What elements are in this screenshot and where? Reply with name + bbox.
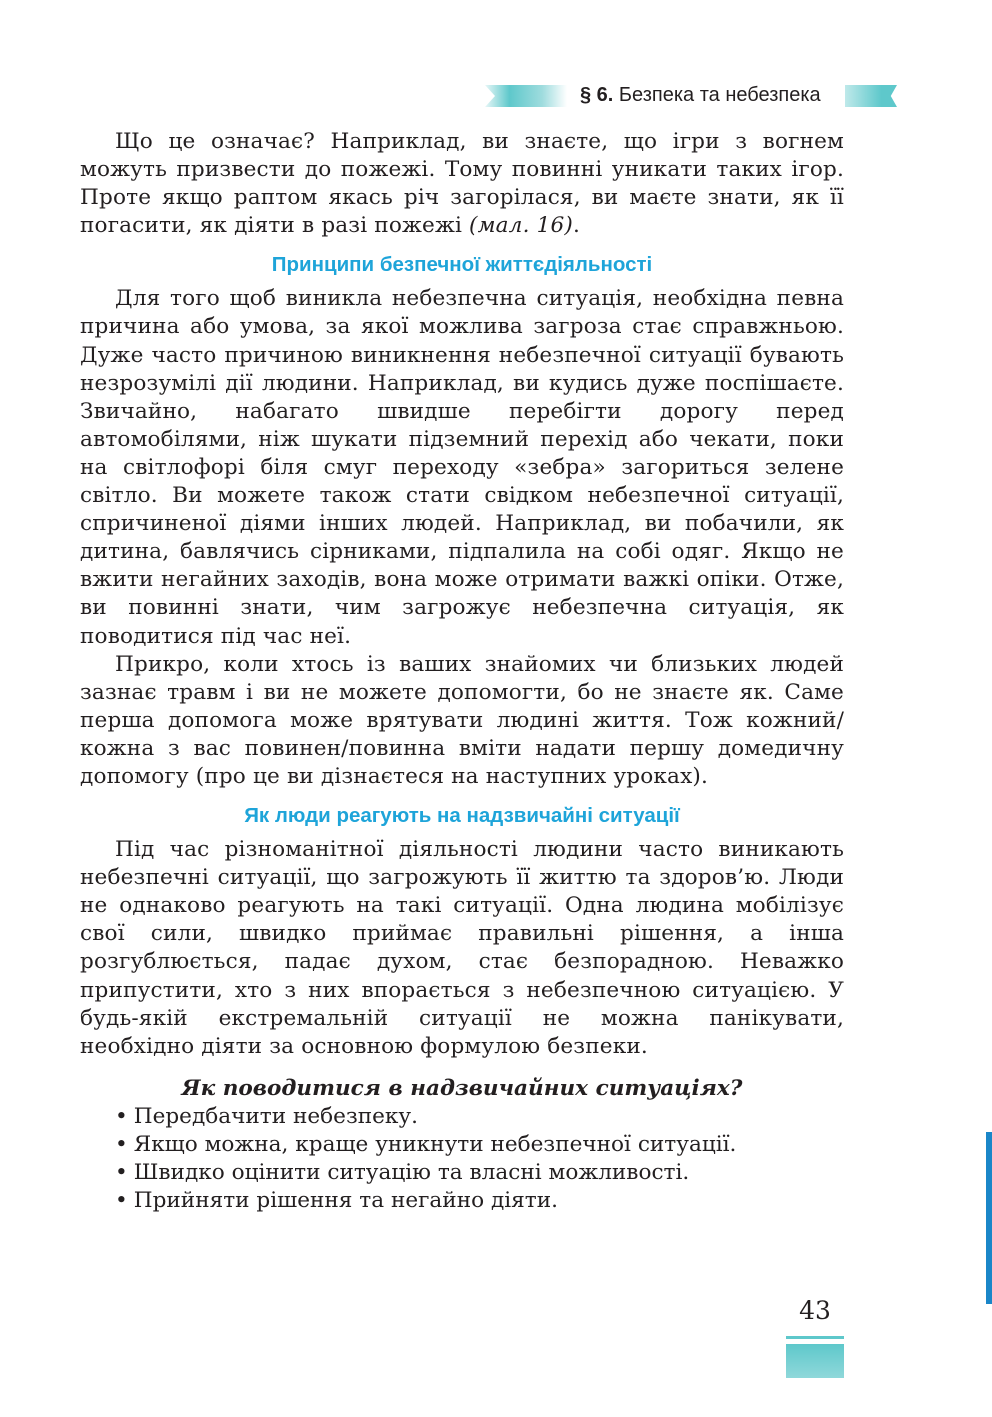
- list-item: [115, 1103, 844, 1131]
- safety-steps-list: [80, 1103, 844, 1215]
- page-number-decor-block: [786, 1344, 844, 1378]
- running-header: [485, 82, 897, 110]
- list-item: [115, 1131, 844, 1159]
- bullet-icon: •: [115, 1132, 128, 1157]
- header-decor-band-left: [485, 85, 567, 107]
- list-item-text: Передбачити небезпеку.: [133, 1103, 418, 1129]
- paragraph-fire-text: Що це означає? Наприклад, ви знаєте, що ігри з вогнем можуть призвести до пожежі. Тому повинні уникати таких ігор. Проте якщо раптом якась річ загорілася, ви маєте знати, як її погасити, як діяти в разі пожежі: [80, 129, 844, 239]
- list-item-text: Прийняти рішення та негайно діяти.: [133, 1188, 558, 1214]
- paragraph-fire: [80, 128, 844, 240]
- section-number: § 6.: [580, 84, 614, 106]
- page-content: [80, 128, 844, 1215]
- figure-reference: (мал. 16): [469, 213, 573, 239]
- header-decor-band-right: [845, 85, 897, 107]
- bullet-icon: •: [115, 1103, 128, 1129]
- page-number-underline: [786, 1336, 844, 1339]
- paragraph-dangerous-situation: Для того щоб виникла небезпечна ситуація, необхідна певна причина або умова, за якої можлива загроза стає справжньою. Дуже часто причиною виникнення небезпечної ситуації бувають незрозумілі дії людини. Наприклад, ви кудись дуже поспішаєте. Звичайно, набагато швидше перебігти дорогу перед автомобілями, ніж шукати підземний перехід або чекати, поки на світлофорі біля смуг переходу «зебра» загориться зелене світло. Ви можете також стати свідком небезпечної ситуації, спричиненої діями інших людей. Наприклад, ви побачили, як дитина, бавлячись сірниками, підпалила на собі одяг. Якщо не вжити негайних заходів, вона може отримати важкі опіки. Отже, ви повинні знати, чим загрожує небезпечна ситуація, як поводитися під час неї.: [80, 286, 844, 649]
- list-item: [115, 1159, 844, 1187]
- paragraph-reactions: Під час різноманітної діяльності людини часто виникають небезпечні ситуації, що загрожують її життю та здоров’ю. Люди не однаково реагують на такі ситуації. Одна людина мобілізує свої сили, швидко приймає правильні рішення, а інша розгублюється, падає духом, стає безпорадною. Неважко припустити, хто з них впорається з небезпечною ситуацією. У будь-якій екстремальній ситуації не можна панікувати, необхідно діяти за основною формулою безпеки.: [80, 837, 844, 1059]
- subheading-principles: Принципи безпечної життєдіяльності: [271, 253, 653, 277]
- question-title: Як поводитися в надзвичайних ситуаціях?: [181, 1075, 743, 1101]
- list-item: [115, 1187, 844, 1215]
- bullet-icon: •: [115, 1160, 128, 1186]
- paragraph-fire-end: .: [572, 213, 580, 239]
- paragraph-first-aid: Прикро, коли хтось із ваших знайомих чи близьких людей зазнає травм і ви не можете допомогти, бо не знаєте як. Саме перша допомога може врятувати людині життя. Тож кожний/кожна з вас повинен/повинна вміти надати першу домедичну допомогу (про це ви дізнаєтеся на наступних уроках).: [80, 651, 844, 789]
- list-item-text: Якщо можна, краще уникнути небезпечної ситуації.: [133, 1132, 737, 1157]
- subheading-reactions: Як люди реагують на надзвичайні ситуації: [244, 804, 680, 828]
- page-number: 43: [799, 1296, 831, 1325]
- list-item-text: Швидко оцінити ситуацію та власні можливості.: [133, 1160, 690, 1186]
- section-title-text: Безпека та небезпека: [618, 84, 821, 106]
- bullet-icon: •: [115, 1188, 128, 1214]
- section-title: [580, 84, 821, 107]
- page-edge-marker: [986, 1132, 992, 1304]
